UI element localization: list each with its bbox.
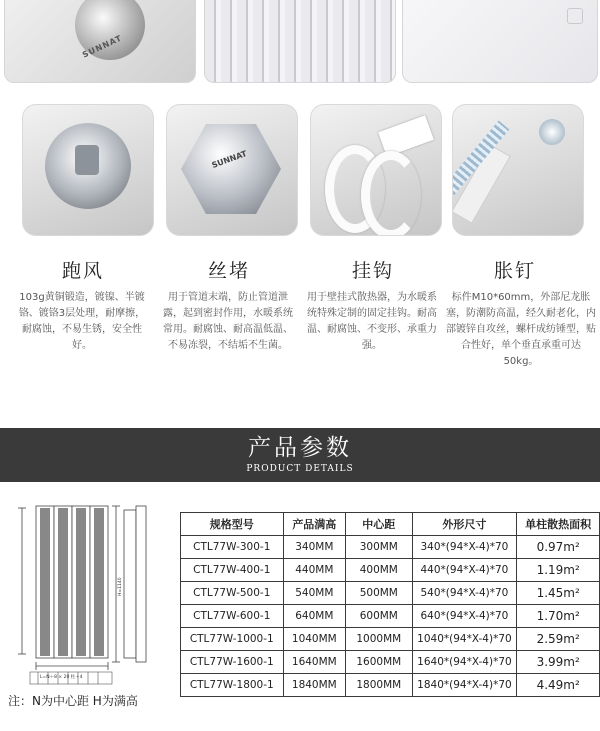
header-dimensions: 外形尺寸 bbox=[412, 513, 517, 536]
cell-model: CTL77W-600-1 bbox=[181, 605, 284, 628]
cell-height: 1840MM bbox=[283, 674, 346, 697]
accessory-description: 用于壁挂式散热器，为水暖系统特殊定制的固定挂钩。耐高温、耐腐蚀、不变形、承重力强。 bbox=[307, 292, 437, 351]
table-row bbox=[181, 651, 600, 674]
cell-center-distance: 400MM bbox=[346, 559, 412, 582]
top-photo-row bbox=[0, 0, 600, 90]
spec-table bbox=[180, 512, 600, 697]
radiator-technical-drawing bbox=[0, 496, 176, 688]
cell-model: CTL77W-1000-1 bbox=[181, 628, 284, 651]
header-height: 产品满高 bbox=[283, 513, 346, 536]
cell-height: 440MM bbox=[283, 559, 346, 582]
cell-heating-area: 3.99m² bbox=[517, 651, 600, 674]
cell-center-distance: 500MM bbox=[346, 582, 412, 605]
table-row bbox=[181, 674, 600, 697]
cell-dimensions: 440*(94*X-4)*70 bbox=[412, 559, 517, 582]
cell-model: CTL77W-400-1 bbox=[181, 559, 284, 582]
table-row bbox=[181, 605, 600, 628]
accessory-photo-expansion-bolt bbox=[452, 104, 584, 236]
drawing-note: 注：N为中心距 H为满高 bbox=[8, 694, 138, 708]
cell-dimensions: 540*(94*X-4)*70 bbox=[412, 582, 517, 605]
accessory-title: 胀钉 bbox=[493, 260, 536, 282]
cell-dimensions: 1640*(94*X-4)*70 bbox=[412, 651, 517, 674]
plug-icon bbox=[181, 119, 281, 219]
cell-heating-area: 2.59m² bbox=[517, 628, 600, 651]
product-details-banner bbox=[0, 428, 600, 482]
accessory-photo-hook bbox=[310, 104, 442, 236]
cell-height: 340MM bbox=[283, 536, 346, 559]
air-vent-icon bbox=[45, 123, 131, 209]
accessory-title: 跑风 bbox=[61, 260, 104, 282]
table-header-row bbox=[181, 513, 600, 536]
table-row bbox=[181, 628, 600, 651]
valve-photo bbox=[4, 0, 196, 83]
header-center-distance: 中心距 bbox=[346, 513, 412, 536]
width-dimension-label: L=N＋8 × 20 柱＋4 bbox=[40, 675, 83, 680]
cell-model: CTL77W-1600-1 bbox=[181, 651, 284, 674]
drawing-svg bbox=[0, 496, 176, 688]
valve-brand-logo: SUNNAT bbox=[81, 33, 124, 60]
plug-brand-logo: SUNNAT bbox=[210, 148, 249, 171]
banner-subtitle: PRODUCT DETAILS bbox=[246, 464, 354, 474]
cell-heating-area: 4.49m² bbox=[517, 674, 600, 697]
table-row bbox=[181, 536, 600, 559]
table-row bbox=[181, 559, 600, 582]
accessory-photo-plug bbox=[166, 104, 298, 236]
cell-dimensions: 340*(94*X-4)*70 bbox=[412, 536, 517, 559]
header-heating-area: 单柱散热面积 bbox=[517, 513, 600, 536]
cell-heating-area: 1.19m² bbox=[517, 559, 600, 582]
height-dimension-label: H=1140 bbox=[118, 577, 123, 596]
cell-center-distance: 300MM bbox=[346, 536, 412, 559]
cell-dimensions: 640*(94*X-4)*70 bbox=[412, 605, 517, 628]
cell-center-distance: 1000MM bbox=[346, 628, 412, 651]
front-view bbox=[18, 506, 108, 670]
cell-height: 540MM bbox=[283, 582, 346, 605]
cell-height: 640MM bbox=[283, 605, 346, 628]
cell-height: 1640MM bbox=[283, 651, 346, 674]
accessory-photo-air-vent bbox=[22, 104, 154, 236]
cell-dimensions: 1840*(94*X-4)*70 bbox=[412, 674, 517, 697]
accessory-description: 用于管道末端，防止管道泄露，起到密封作用，水暖系统常用。耐腐蚀、耐高温低温、不易冻裂，不结垢不生菌。 bbox=[163, 292, 293, 351]
header-model: 规格型号 bbox=[181, 513, 284, 536]
accessory-title: 挂钩 bbox=[351, 260, 394, 282]
banner-title: 产品参数 bbox=[248, 435, 352, 461]
cell-model: CTL77W-500-1 bbox=[181, 582, 284, 605]
cell-heating-area: 0.97m² bbox=[517, 536, 600, 559]
bolt-head-icon bbox=[539, 119, 565, 145]
accessory-description: 103g黄铜锻造，镀镍、半镀铬、镀铬3层处理，耐摩擦，耐腐蚀，不易生锈，安全性好。 bbox=[18, 292, 146, 351]
cell-center-distance: 1800MM bbox=[346, 674, 412, 697]
cell-height: 1040MM bbox=[283, 628, 346, 651]
panel-corner-icon bbox=[567, 8, 583, 24]
radiator-panel-photo bbox=[402, 0, 598, 83]
cell-dimensions: 1040*(94*X-4)*70 bbox=[412, 628, 517, 651]
hook-icon bbox=[361, 151, 421, 236]
table-row bbox=[181, 582, 600, 605]
accessory-title: 丝堵 bbox=[207, 260, 250, 282]
cell-center-distance: 600MM bbox=[346, 605, 412, 628]
accessory-description: 标件M10*60mm，外部尼龙胀塞，防潮防高温，经久耐老化，内部镀锌自攻丝，螺杆成纺锤型，贴合性好，单个垂直承重可达50kg。 bbox=[446, 292, 596, 367]
cell-model: CTL77W-1800-1 bbox=[181, 674, 284, 697]
cell-heating-area: 1.70m² bbox=[517, 605, 600, 628]
radiator-column-photo bbox=[204, 0, 396, 83]
cell-heating-area: 1.45m² bbox=[517, 582, 600, 605]
cell-model: CTL77W-300-1 bbox=[181, 536, 284, 559]
cell-center-distance: 1600MM bbox=[346, 651, 412, 674]
